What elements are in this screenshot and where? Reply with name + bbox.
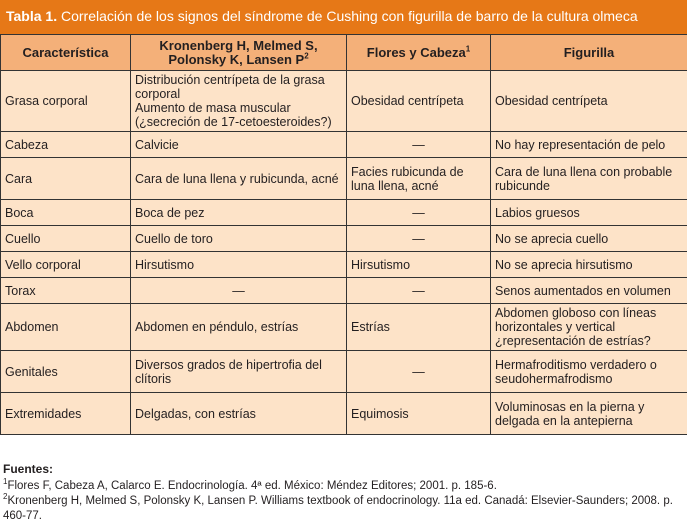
correlation-table: [0, 34, 687, 435]
table-cell-c2: Abdomen en péndulo, estrías: [131, 304, 347, 351]
sources-title: Fuentes:: [3, 462, 54, 476]
table-cell-c2: Cara de luna llena y rubicunda, acné: [131, 158, 347, 200]
table-cell-c4: Obesidad centrípeta: [491, 71, 687, 132]
table-row: [1, 226, 687, 252]
table-cell-c2: Calvicie: [131, 132, 347, 158]
table-cell-c3: —: [347, 351, 491, 393]
sources-section: [3, 462, 687, 524]
table-cell-c1: Extremidades: [1, 393, 131, 435]
table-cell-c4: Hermafroditismo verdadero o seudohermafrodismo: [491, 351, 687, 393]
table-cell-c2: Boca de pez: [131, 200, 347, 226]
table-cell-c2: [131, 71, 347, 132]
table-row: [1, 304, 687, 351]
table-cell-c4: No hay representación de pelo: [491, 132, 687, 158]
table-cell-c3: —: [347, 278, 491, 304]
source-item: $^1$Flores F, Cabeza A, Calarco E. Endocrinología. 4ª ed. México: Méndez Editores; 2001. p. 185-6.: [3, 477, 497, 492]
table-cell-c3: —: [347, 200, 491, 226]
header-figurilla: Figurilla: [491, 35, 687, 71]
table-body: [1, 71, 687, 435]
table-cell-c3: Equimosis: [347, 393, 491, 435]
table-cell-c3: —: [347, 132, 491, 158]
table-cell-c2: Cuello de toro: [131, 226, 347, 252]
table-cell-c1: Torax: [1, 278, 131, 304]
header-caracteristica: Característica: [1, 35, 131, 71]
table-cell-c4: Labios gruesos: [491, 200, 687, 226]
cell-line: Aumento de masa muscular (¿secreción de 17-cetoesteroides?): [135, 101, 332, 129]
table-cell-c1: Cuello: [1, 226, 131, 252]
table-cell-c4: Cara de luna llena con probable rubicunde: [491, 158, 687, 200]
table-title-text: Correlación de los signos del síndrome de Cushing con figurilla de barro de la cultura olmeca: [60, 8, 638, 24]
table-row: [1, 132, 687, 158]
source-item: $^2$Kronenberg H, Melmed S, Polonsky K, Lansen P. Williams textbook of endocrinology. 11a ed. Canadá: Elsevier-Saunders; 2008. p. 460-77.: [3, 492, 673, 522]
table-cell-c2: Diversos grados de hipertrofia del clítoris: [131, 351, 347, 393]
table-row: [1, 252, 687, 278]
cell-line: Distribución centrípeta de la grasa corporal: [135, 73, 325, 101]
table-cell-c2: Delgadas, con estrías: [131, 393, 347, 435]
table-cell-c1: Abdomen: [1, 304, 131, 351]
table-cell-c3: Hirsutismo: [347, 252, 491, 278]
table-row: [1, 351, 687, 393]
table-title-label: Tabla 1.: [6, 8, 58, 24]
table-title: [0, 0, 687, 34]
table-cell-c1: Boca: [1, 200, 131, 226]
table-cell-c1: Cabeza: [1, 132, 131, 158]
table-cell-c3: —: [347, 226, 491, 252]
table-row: [1, 278, 687, 304]
table-row: [1, 200, 687, 226]
table-cell-c4: No se aprecia hirsutismo: [491, 252, 687, 278]
table-cell-c4: Senos aumentados en volumen: [491, 278, 687, 304]
table-header-row: [1, 35, 687, 71]
table-cell-c3: Estrías: [347, 304, 491, 351]
table-cell-c3: Facies rubicunda de luna llena, acné: [347, 158, 491, 200]
table-cell-c4: No se aprecia cuello: [491, 226, 687, 252]
table-cell-c1: Grasa corporal: [1, 71, 131, 132]
table-row: [1, 71, 687, 132]
table-row: [1, 393, 687, 435]
table-cell-c4: Abdomen globoso con líneas horizontales y vertical ¿representación de estrías?: [491, 304, 687, 351]
table-row: [1, 158, 687, 200]
header-kronenberg: Kronenberg H, Melmed S, Polonsky K, Lansen $P^2$: [131, 35, 347, 71]
table-cell-c2: Hirsutismo: [131, 252, 347, 278]
table-cell-c2: —: [131, 278, 347, 304]
table-cell-c4: Voluminosas en la pierna y delgada en la antepierna: [491, 393, 687, 435]
table-cell-c1: Genitales: [1, 351, 131, 393]
table-cell-c3: Obesidad centrípeta: [347, 71, 491, 132]
table-cell-c1: Cara: [1, 158, 131, 200]
header-flores-cabeza: Flores y Cabeza$^1$: [347, 35, 491, 71]
table-cell-c1: Vello corporal: [1, 252, 131, 278]
